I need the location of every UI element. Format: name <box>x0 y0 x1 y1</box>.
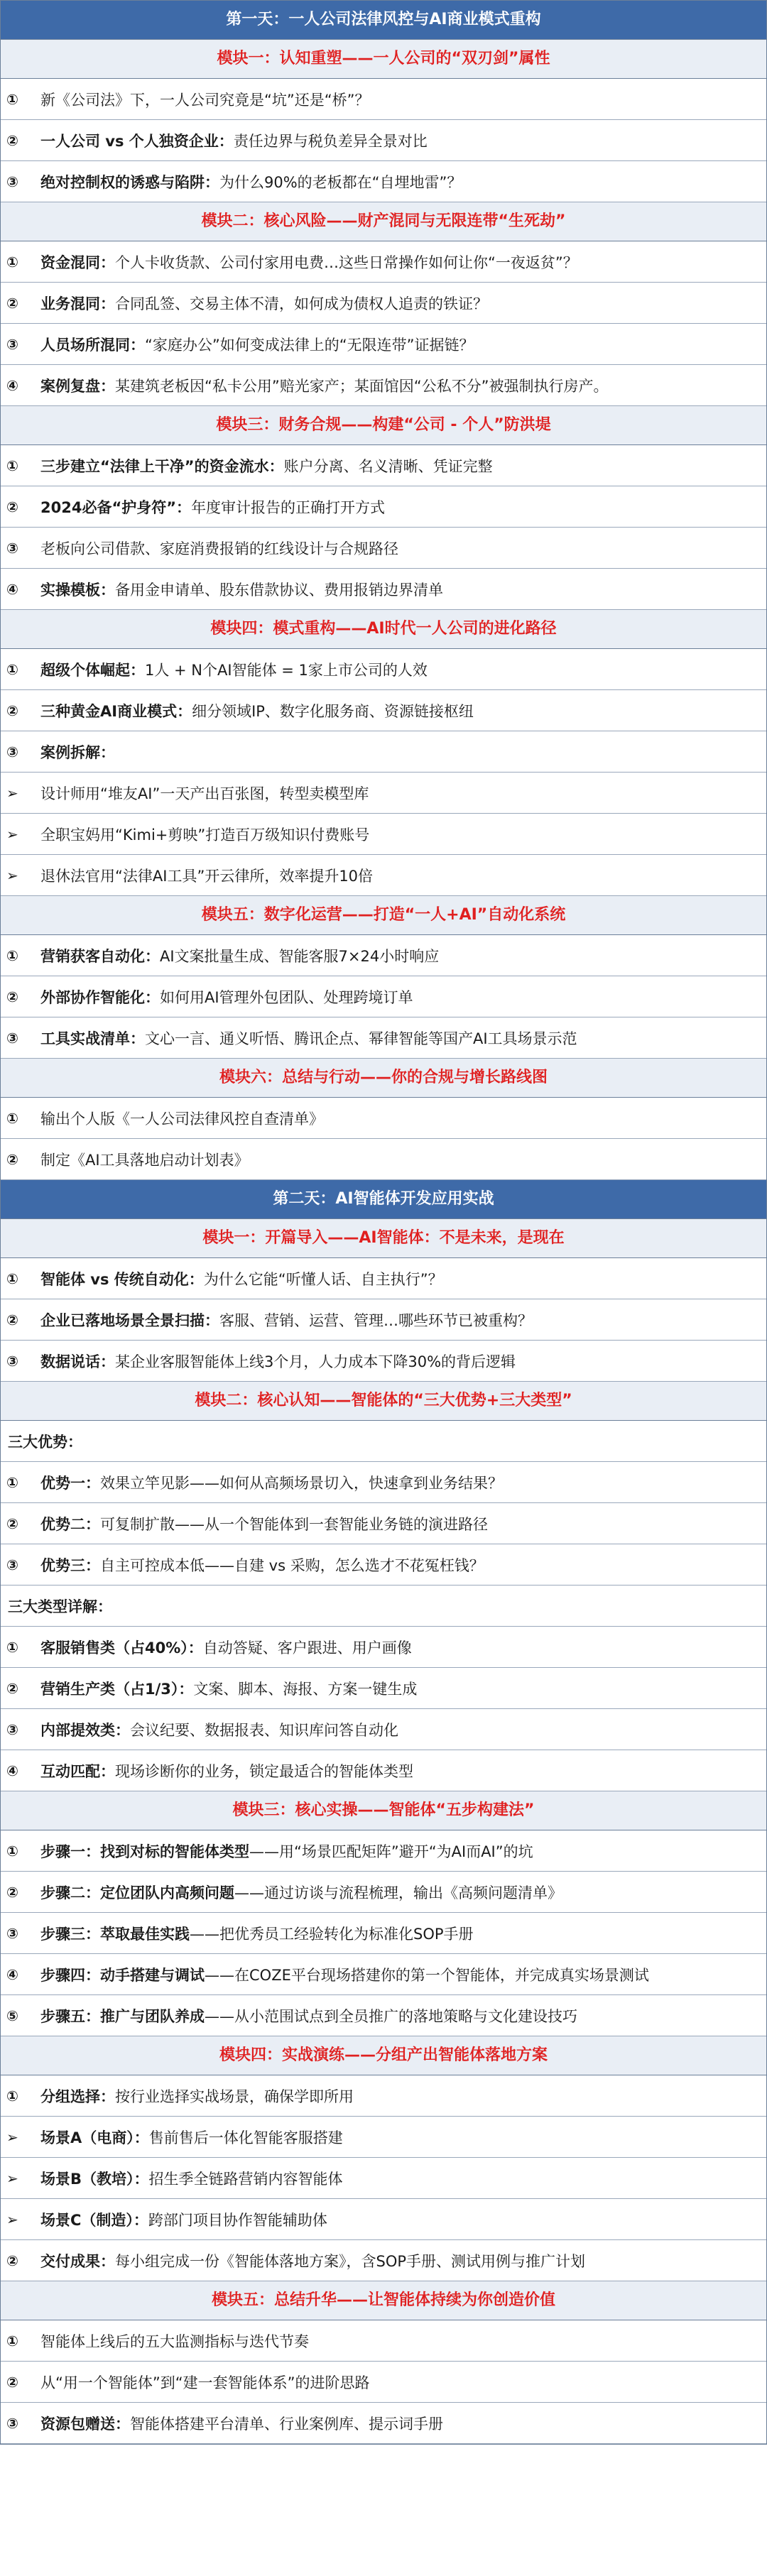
item-text: 如何用AI管理外包团队、处理跨境订单 <box>160 988 413 1006</box>
item-number: ② <box>6 2373 18 2391</box>
outline-item <box>1 283 766 324</box>
outline-item <box>1 2320 766 2362</box>
section-label: 三大类型详解： <box>1 1586 766 1627</box>
outline-item <box>1 1830 766 1872</box>
module-header: 模块三：核心实操——智能体“五步构建法” <box>1 1791 766 1830</box>
outline-item <box>1 1341 766 1382</box>
item-number: ③ <box>6 1924 18 1942</box>
outline-item <box>1 2362 766 2403</box>
item-text: 全职宝妈用“Kimi+剪映”打造百万级知识付费账号 <box>40 826 370 844</box>
outline-item <box>1 1139 766 1180</box>
outline-item <box>1 2117 766 2158</box>
item-text: 为什么90%的老板都在“自埋地雷”？ <box>219 173 462 191</box>
item-heading: 步骤一：找到对标的智能体类型 <box>40 1843 249 1860</box>
item-text: 老板向公司借款、家庭消费报销的红线设计与合规路径 <box>40 540 398 557</box>
item-text: ——通过访谈与流程梳理，输出《高频问题清单》 <box>234 1884 562 1901</box>
outline-item <box>1 1709 766 1750</box>
item-heading: 工具实战清单： <box>40 1030 145 1047</box>
arrow-bullet-icon: ➢ <box>6 866 18 884</box>
outline-item <box>1 2199 766 2240</box>
outline-item <box>1 1668 766 1709</box>
item-text: 输出个人版《一人公司法律风控自查清单》 <box>40 1110 324 1128</box>
item-heading: 场景C（制造）： <box>40 2211 148 2229</box>
outline-item <box>1 1258 766 1299</box>
item-number: ③ <box>6 335 18 353</box>
item-number: ① <box>6 946 18 964</box>
outline-item <box>1 731 766 773</box>
item-heading: 案例拆解： <box>40 743 115 761</box>
module-header: 模块二：核心认知——智能体的“三大优势+三大类型” <box>1 1382 766 1421</box>
item-number: ① <box>6 660 18 678</box>
module-header: 模块三：财务合规——构建“公司 - 个人”防洪堤 <box>1 406 766 445</box>
item-heading: 分组选择： <box>40 2087 115 2105</box>
outline-item <box>1 161 766 202</box>
outline-item <box>1 773 766 814</box>
item-number: ② <box>6 1679 18 1697</box>
outline-item <box>1 569 766 610</box>
item-text: 细分领域IP、数字化服务商、资源链接枢纽 <box>192 702 474 720</box>
item-number: ② <box>6 2252 18 2269</box>
item-text: 设计师用“堆友AI”一天产出百张图，转型卖模型库 <box>40 785 369 802</box>
item-heading: 场景A（电商）： <box>40 2129 149 2146</box>
day-header: 第一天：一人公司法律风控与AI商业模式重构 <box>1 1 766 40</box>
module-header: 模块六：总结与行动——你的合规与增长路线图 <box>1 1059 766 1098</box>
outline-item <box>1 2403 766 2444</box>
item-number: ③ <box>6 1352 18 1370</box>
item-number: ① <box>6 457 18 474</box>
item-heading: 资源包赠送： <box>40 2415 130 2433</box>
outline-item <box>1 1750 766 1791</box>
item-text: 现场诊断你的业务，锁定最适合的智能体类型 <box>115 1762 413 1780</box>
item-number: ② <box>6 498 18 515</box>
item-heading: 资金混同： <box>40 253 115 271</box>
outline-item <box>1 1017 766 1059</box>
item-heading: 内部提效类： <box>40 1721 130 1739</box>
item-number: ③ <box>6 2414 18 2432</box>
item-text: 从“用一个智能体”到“建一套智能体系”的进阶思路 <box>40 2374 370 2391</box>
item-heading: 营销生产类（占1/3）： <box>40 1680 194 1698</box>
outline-item <box>1 649 766 690</box>
item-text: ——从小范围试点到全员推广的落地策略与文化建设技巧 <box>205 2007 577 2025</box>
item-number: ③ <box>6 1029 18 1047</box>
item-text: 制定《AI工具落地启动计划表》 <box>40 1151 249 1169</box>
outline-item <box>1 365 766 406</box>
item-text: 某建筑老板因“私卡公用”赔光家产；某面馆因“公私不分”被强制执行房产。 <box>115 377 609 395</box>
item-number: ① <box>6 1270 18 1287</box>
item-heading: 绝对控制权的诱惑与陷阱： <box>40 173 219 191</box>
item-text: 文案、脚本、海报、方案一键生成 <box>193 1680 418 1698</box>
item-number: ① <box>6 90 18 108</box>
item-heading: 优势三： <box>40 1556 100 1574</box>
item-text: 客服、营销、运营、管理…哪些环节已被重构？ <box>219 1311 533 1329</box>
item-text: 招生季全链路营销内容智能体 <box>148 2170 343 2188</box>
item-text: 个人卡收货款、公司付家用电费…这些日常操作如何让你“一夜返贫”？ <box>115 253 578 271</box>
item-text: 新《公司法》下，一人公司究竟是“坑”还是“桥”？ <box>40 91 370 109</box>
item-heading: 场景B（教培）： <box>40 2170 149 2188</box>
outline-item <box>1 1995 766 2036</box>
item-heading: 优势一： <box>40 1474 100 1492</box>
arrow-bullet-icon: ➢ <box>6 2210 18 2228</box>
item-number: ③ <box>6 173 18 190</box>
arrow-bullet-icon: ➢ <box>6 825 18 843</box>
item-heading: 超级个体崛起： <box>40 661 145 679</box>
item-number: ② <box>6 1150 18 1168</box>
item-text: 1人 + N个AI智能体 = 1家上市公司的人效 <box>145 661 428 679</box>
item-text: 智能体上线后的五大监测指标与迭代节奏 <box>40 2332 309 2350</box>
outline-item <box>1 1462 766 1503</box>
item-text: ——用“场景匹配矩阵”避开“为AI而AI”的坑 <box>249 1843 533 1860</box>
item-text: 效果立竿见影——如何从高频场景切入，快速拿到业务结果？ <box>100 1474 503 1492</box>
item-heading: 企业已落地场景全景扫描： <box>40 1311 219 1329</box>
outline-item <box>1 2075 766 2117</box>
outline-item <box>1 79 766 120</box>
item-heading: 互动匹配： <box>40 1762 115 1780</box>
outline-item <box>1 1503 766 1544</box>
module-header: 模块一：认知重塑——一人公司的“双刃剑”属性 <box>1 40 766 79</box>
item-text: 年度审计报告的正确打开方式 <box>191 498 386 516</box>
outline-item <box>1 1098 766 1139</box>
module-header: 模块四：模式重构——AI时代一人公司的进化路径 <box>1 610 766 649</box>
outline-item <box>1 241 766 283</box>
item-heading: 步骤四：动手搭建与调试 <box>40 1966 205 1984</box>
item-heading: 交付成果： <box>40 2252 115 2270</box>
item-text: “家庭办公”如何变成法律上的“无限连带”证据链？ <box>145 336 474 354</box>
item-heading: 三步建立“法律上干净”的资金流水： <box>40 457 284 475</box>
item-number: ③ <box>6 1720 18 1738</box>
item-number: ① <box>6 1842 18 1860</box>
item-heading: 步骤三：萃取最佳实践 <box>40 1925 190 1943</box>
module-header: 模块一：开篇导入——AI智能体：不是未来，是现在 <box>1 1219 766 1258</box>
item-heading: 数据说话： <box>40 1353 115 1370</box>
item-text: 跨部门项目协作智能辅助体 <box>148 2211 327 2229</box>
item-heading: 营销获客自动化： <box>40 947 160 965</box>
item-number: ② <box>6 988 18 1005</box>
item-text: 会议纪要、数据报表、知识库问答自动化 <box>130 1721 398 1739</box>
outline-item <box>1 1627 766 1668</box>
item-number: ① <box>6 1109 18 1127</box>
item-heading: 优势二： <box>40 1515 100 1533</box>
outline-item <box>1 486 766 528</box>
outline-item <box>1 814 766 855</box>
item-heading: 三种黄金AI商业模式： <box>40 702 192 720</box>
item-number: ③ <box>6 539 18 557</box>
item-number: ⑤ <box>6 2007 18 2024</box>
item-text: 售前售后一体化智能客服搭建 <box>148 2129 343 2146</box>
item-heading: 步骤五：推广与团队养成 <box>40 2007 205 2025</box>
outline-item <box>1 445 766 486</box>
item-text: 备用金申请单、股东借款协议、费用报销边界清单 <box>115 581 443 599</box>
item-text: 退休法官用“法律AI工具”开云律所，效率提升10倍 <box>40 867 374 885</box>
outline-item <box>1 120 766 161</box>
item-heading: 人员场所混同： <box>40 336 145 354</box>
item-text: ——在COZE平台现场搭建你的第一个智能体，并完成真实场景测试 <box>205 1966 649 1984</box>
section-label: 三大优势： <box>1 1421 766 1462</box>
outline-item <box>1 528 766 569</box>
item-text: 智能体搭建平台清单、行业案例库、提示词手册 <box>130 2415 443 2433</box>
item-heading: 智能体 vs 传统自动化： <box>40 1270 204 1288</box>
item-number: ③ <box>6 743 18 760</box>
outline-item <box>1 690 766 731</box>
item-text: 每小组完成一份《智能体落地方案》，含SOP手册、测试用例与推广计划 <box>115 2252 586 2270</box>
item-number: ② <box>6 702 18 719</box>
item-number: ② <box>6 131 18 149</box>
item-number: ④ <box>6 580 18 598</box>
item-number: ④ <box>6 1965 18 1983</box>
item-heading: 步骤二：定位团队内高频问题 <box>40 1884 234 1901</box>
item-heading: 业务混同： <box>40 295 115 312</box>
outline-item <box>1 2158 766 2199</box>
outline-item <box>1 855 766 896</box>
item-heading: 外部协作智能化： <box>40 988 160 1006</box>
module-header: 模块二：核心风险——财产混同与无限连带“生死劫” <box>1 202 766 241</box>
item-number: ② <box>6 294 18 312</box>
item-heading: 实操模板： <box>40 581 115 599</box>
item-text: 可复制扩散——从一个智能体到一套智能业务链的演进路径 <box>100 1515 488 1533</box>
outline-item <box>1 1872 766 1913</box>
arrow-bullet-icon: ➢ <box>6 2128 18 2146</box>
item-number: ② <box>6 1515 18 1532</box>
item-number: ① <box>6 1473 18 1491</box>
item-number: ① <box>6 2087 18 2105</box>
item-number: ① <box>6 1638 18 1656</box>
item-text: 自动答疑、客户跟进、用户画像 <box>202 1639 412 1657</box>
item-heading: 客服销售类（占40%）： <box>40 1639 203 1657</box>
item-number: ① <box>6 253 18 271</box>
item-number: ④ <box>6 376 18 394</box>
day-header: 第二天：AI智能体开发应用实战 <box>1 1180 766 1219</box>
item-number: ② <box>6 1883 18 1901</box>
outline-item <box>1 1544 766 1586</box>
item-text: 为什么它能“听懂人话、自主执行”？ <box>203 1270 443 1288</box>
item-text: ——把优秀员工经验转化为标准化SOP手册 <box>190 1925 474 1943</box>
item-heading: 案例复盘： <box>40 377 115 395</box>
outline-item <box>1 1913 766 1954</box>
item-heading: 2024必备“护身符”： <box>40 498 192 516</box>
item-heading: 一人公司 vs 个人独资企业： <box>40 132 234 150</box>
item-text: 责任边界与税负差异全景对比 <box>233 132 428 150</box>
item-text: 文心一言、通义听悟、腾讯企点、幂律智能等国产AI工具场景示范 <box>145 1030 577 1047</box>
outline-item <box>1 2240 766 2281</box>
item-text: 账户分离、名义清晰、凭证完整 <box>283 457 493 475</box>
module-header: 模块四：实战演练——分组产出智能体落地方案 <box>1 2036 766 2075</box>
outline-item <box>1 1299 766 1341</box>
module-header: 模块五：总结升华——让智能体持续为你创造价值 <box>1 2281 766 2320</box>
module-header: 模块五：数字化运营——打造“一人+AI”自动化系统 <box>1 896 766 935</box>
item-number: ③ <box>6 1556 18 1573</box>
item-number: ① <box>6 2332 18 2349</box>
outline-item <box>1 1954 766 1995</box>
item-text: 自主可控成本低——自建 vs 采购，怎么选才不花冤枉钱？ <box>100 1556 484 1574</box>
item-text: 按行业选择实战场景，确保学即所用 <box>115 2087 354 2105</box>
item-text: 某企业客服智能体上线3个月，人力成本下降30%的背后逻辑 <box>115 1353 516 1370</box>
arrow-bullet-icon: ➢ <box>6 2169 18 2187</box>
item-number: ② <box>6 1311 18 1328</box>
item-text: AI文案批量生成、智能客服7×24小时响应 <box>160 947 440 965</box>
outline-item <box>1 976 766 1017</box>
outline-item <box>1 324 766 365</box>
arrow-bullet-icon: ➢ <box>6 784 18 802</box>
outline-item <box>1 935 766 976</box>
item-number: ④ <box>6 1762 18 1779</box>
item-text: 合同乱签、交易主体不清，如何成为债权人追责的铁证？ <box>115 295 488 312</box>
